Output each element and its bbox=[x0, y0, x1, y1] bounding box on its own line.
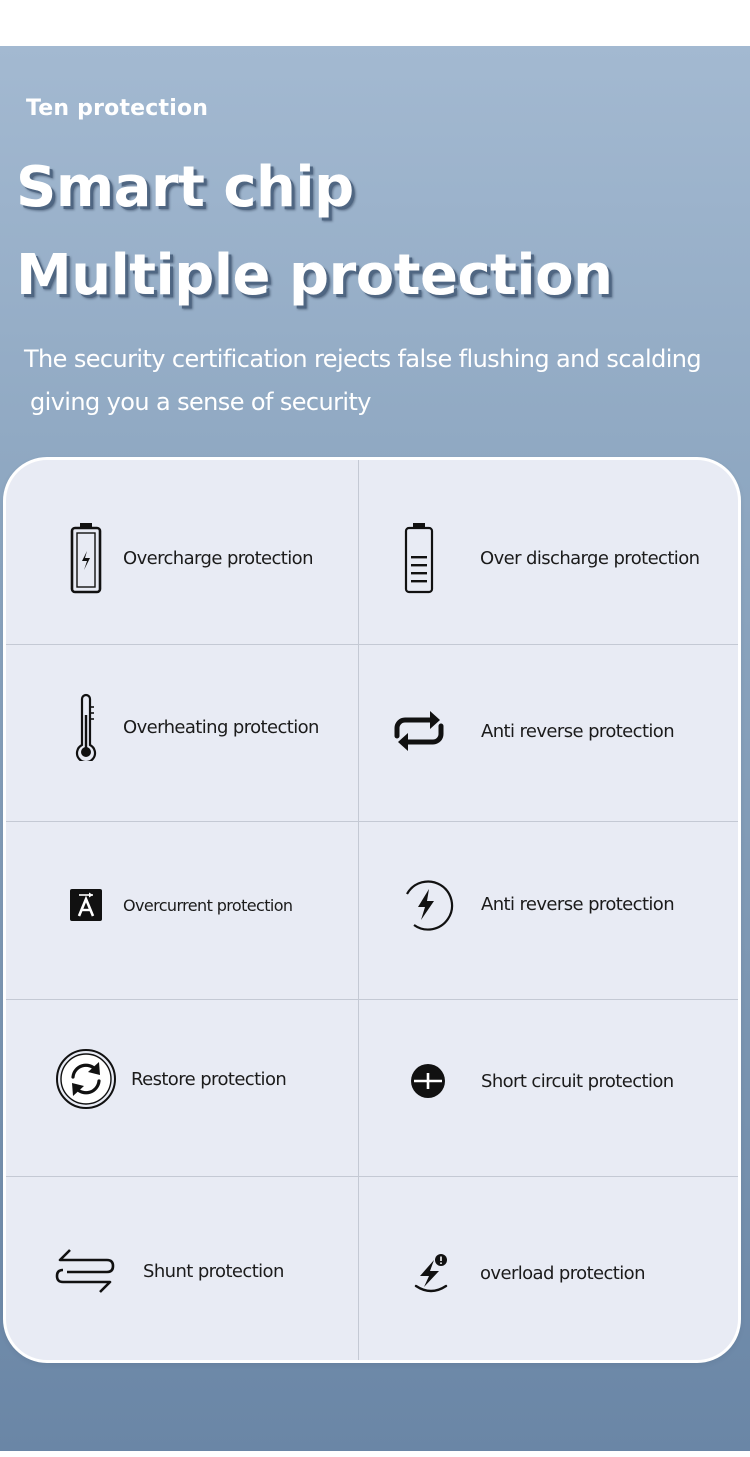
feature-label: Shunt protection bbox=[143, 1260, 284, 1282]
feature-short-circuit bbox=[408, 1061, 674, 1101]
feature-restore bbox=[54, 1047, 286, 1111]
battery-charging-icon bbox=[66, 518, 106, 598]
headline-line-2: Multiple protection bbox=[16, 243, 613, 308]
subtitle-line-2: giving you a sense of security bbox=[30, 388, 371, 416]
subtitle bbox=[24, 338, 734, 424]
feature-label: Overheating protection bbox=[123, 716, 319, 738]
feature-label: Restore protection bbox=[131, 1068, 287, 1090]
feature-label: Anti reverse protection bbox=[481, 893, 675, 915]
feature-overload bbox=[409, 1250, 645, 1296]
headline-line-1: Smart chip bbox=[16, 155, 354, 220]
features-card bbox=[3, 457, 741, 1363]
feature-overheating bbox=[66, 692, 319, 762]
feature-anti-reverse bbox=[389, 701, 674, 761]
feature-overcharge bbox=[66, 518, 313, 598]
bottom-strip bbox=[0, 1451, 750, 1457]
feature-label: Anti reverse protection bbox=[481, 720, 675, 742]
repeat-arrows-icon bbox=[389, 701, 449, 761]
swap-arrows-icon bbox=[54, 1243, 116, 1299]
feature-label: Over discharge protection bbox=[480, 547, 700, 569]
thermometer-icon bbox=[66, 692, 106, 762]
eyebrow-text: Ten protection bbox=[26, 96, 209, 121]
lightning-alert-icon bbox=[409, 1250, 453, 1296]
a-vector-icon bbox=[66, 885, 106, 925]
grid-divider-row-3 bbox=[6, 999, 738, 1000]
grid-divider-row-4 bbox=[6, 1176, 738, 1177]
grid-divider-vertical bbox=[358, 460, 359, 1360]
subtitle-line-1: The security certification rejects false flushing and scalding bbox=[24, 345, 702, 373]
feature-label: Short circuit protection bbox=[481, 1070, 674, 1092]
feature-label: Overcharge protection bbox=[123, 547, 313, 569]
feature-label: Overcurrent protection bbox=[123, 895, 293, 915]
feature-over-discharge bbox=[399, 518, 699, 598]
feature-label: overload protection bbox=[480, 1262, 645, 1284]
battery-full-icon bbox=[399, 518, 439, 598]
feature-shunt bbox=[54, 1243, 284, 1299]
grid-divider-row-2 bbox=[6, 821, 738, 822]
refresh-circle-icon bbox=[54, 1047, 118, 1111]
plus-circle-icon bbox=[408, 1061, 448, 1101]
lightning-circle-icon bbox=[396, 872, 456, 936]
feature-overcurrent bbox=[66, 885, 292, 925]
feature-anti-reverse-2 bbox=[396, 872, 674, 936]
grid-divider-row-1 bbox=[6, 644, 738, 645]
